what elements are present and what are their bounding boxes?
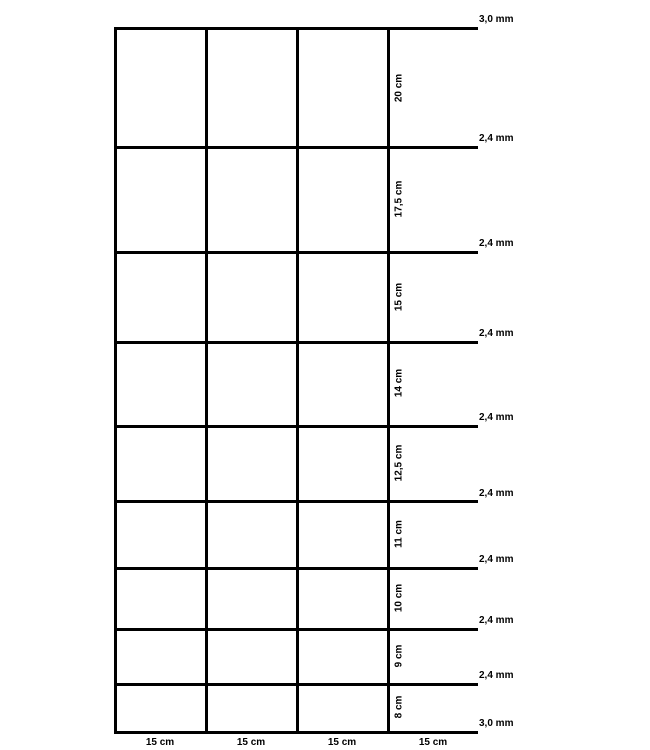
row-spacing-label: 9 cm	[393, 644, 405, 668]
wire-gauge-label: 2,4 mm	[479, 328, 514, 339]
column-spacing-label: 15 cm	[145, 737, 175, 748]
wire-gauge-label: 2,4 mm	[479, 670, 514, 681]
row-spacing-label: 20 cm	[393, 73, 405, 103]
row-spacing-label: 11 cm	[393, 520, 405, 548]
row-spacing-label: 10 cm	[393, 583, 405, 613]
row-spacing-label: 12,5 cm	[393, 444, 405, 482]
stay-wire-1	[114, 28, 117, 734]
row-spacing-label: 14 cm	[393, 368, 405, 398]
column-spacing-label: 15 cm	[236, 737, 266, 748]
stay-wire-4	[387, 28, 390, 734]
row-spacing-label: 17,5 cm	[393, 180, 405, 218]
wire-gauge-label: 2,4 mm	[479, 554, 514, 565]
wire-gauge-label: 3,0 mm	[479, 718, 514, 729]
wire-gauge-label: 2,4 mm	[479, 412, 514, 423]
stay-wire-3	[296, 28, 299, 734]
column-spacing-label: 15 cm	[327, 737, 357, 748]
row-spacing-label: 15 cm	[393, 282, 405, 312]
wire-gauge-label: 3,0 mm	[479, 14, 514, 25]
wire-gauge-label: 2,4 mm	[479, 133, 514, 144]
column-spacing-label: 15 cm	[418, 737, 448, 748]
wire-gauge-label: 2,4 mm	[479, 238, 514, 249]
wire-gauge-label: 2,4 mm	[479, 488, 514, 499]
wire-gauge-label: 2,4 mm	[479, 615, 514, 626]
stay-wire-2	[205, 28, 208, 734]
row-spacing-label: 8 cm	[393, 695, 405, 719]
